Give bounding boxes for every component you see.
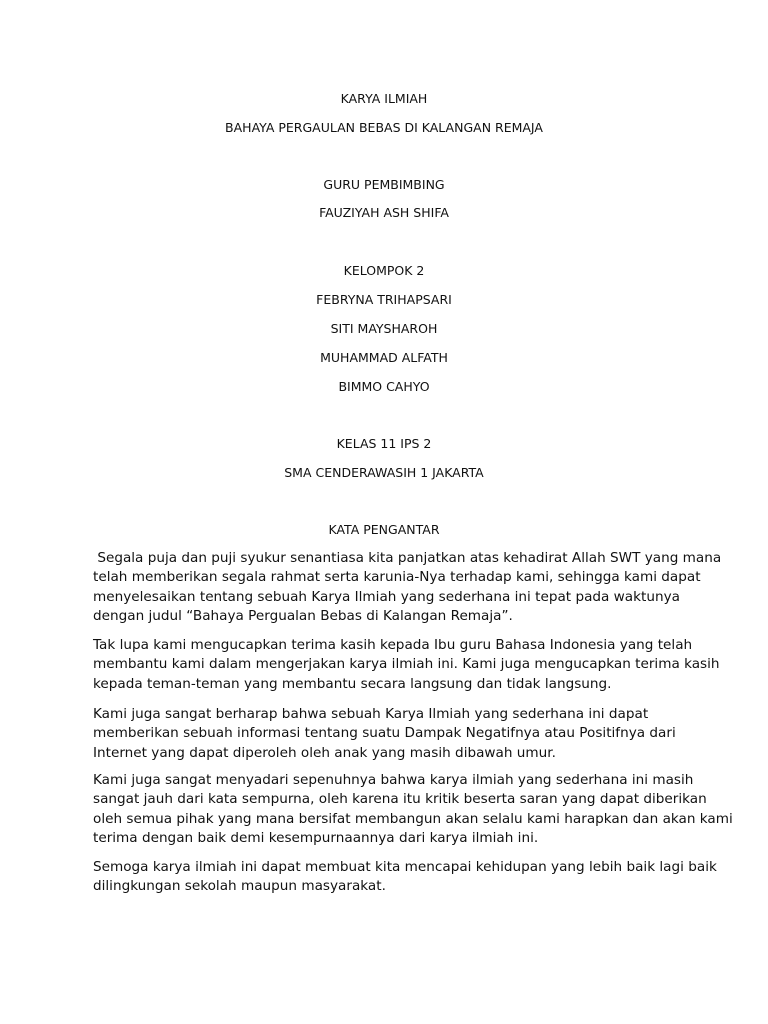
school-name: SMA CENDERAWASIH 1 JAKARTA xyxy=(284,465,484,480)
group-member: BIMMO CAHYO xyxy=(338,379,430,394)
paragraph-line: memberikan sebuah informasi tentang suatu Dampak Negatifnya atau Positifnya dari xyxy=(93,725,676,742)
paragraph-line: oleh semua pihak yang mana bersifat membangun akan selalu kami harapkan dan akan kami xyxy=(93,810,733,827)
group-member: MUHAMMAD ALFATH xyxy=(320,350,448,365)
document-subtitle: BAHAYA PERGAULAN BEBAS DI KALANGAN REMAJA xyxy=(225,120,543,135)
foreword-heading: KATA PENGANTAR xyxy=(328,522,440,537)
document-title: KARYA ILMIAH xyxy=(340,91,428,106)
advisor-name: FAUZIYAH ASH SHIFA xyxy=(319,205,449,220)
paragraph-line: membantu kami dalam mengerjakan karya ilmiah ini. Kami juga mengucapkan terima kasih xyxy=(93,656,720,673)
paragraph-line: Kami juga sangat menyadari sepenuhnya bahwa karya ilmiah yang sederhana ini masih xyxy=(93,772,694,788)
paragraph-line: Kami juga sangat berharap bahwa sebuah Karya Ilmiah yang sederhana ini dapat xyxy=(93,706,649,722)
foreword-paragraph xyxy=(93,771,733,848)
paragraph-line: Semoga karya ilmiah ini dapat membuat kita mencapai kehidupan yang lebih baik lagi baik xyxy=(93,859,717,875)
advisor-label: GURU PEMBIMBING xyxy=(323,177,445,192)
group-member: FEBRYNA TRIHAPSARI xyxy=(316,292,452,307)
paragraph-line: sangat jauh dari kata sempurna, oleh karena itu kritik beserta saran yang dapat diberikan xyxy=(93,791,707,808)
paragraph-line: terima dengan baik demi kesempurnaannya dari karya ilmiah ini. xyxy=(93,829,539,846)
paragraph-line: dengan judul “Bahaya Pergualan Bebas di Kalangan Remaja”. xyxy=(93,607,513,624)
paragraph-line: kepada teman-teman yang membantu secara langsung dan tidak langsung. xyxy=(93,675,612,692)
foreword-paragraph xyxy=(93,636,720,694)
paragraph-line: dilingkungan sekolah maupun masyarakat. xyxy=(93,878,386,895)
paragraph-line: menyelesaikan tentang sebuah Karya Ilmiah yang sederhana ini tepat pada waktunya xyxy=(93,588,680,605)
group-label: KELOMPOK 2 xyxy=(343,263,425,278)
class-name: KELAS 11 IPS 2 xyxy=(336,436,432,451)
foreword-paragraph xyxy=(93,549,722,626)
foreword-paragraph xyxy=(93,705,683,763)
paragraph-line: Tak lupa kami mengucapkan terima kasih kepada Ibu guru Bahasa Indonesia yang telah xyxy=(93,637,693,653)
foreword-paragraph xyxy=(93,858,717,897)
group-member: SITI MAYSHAROH xyxy=(330,321,438,336)
paragraph-line: Segala puja dan puji syukur senantiasa kita panjatkan atas kehadirat Allah SWT yang mana xyxy=(93,550,722,566)
paragraph-line: telah memberikan segala rahmat serta karunia-Nya terhadap kami, sehingga kami dapat xyxy=(93,569,701,586)
paragraph-line: Internet yang dapat diperoleh oleh anak yang masih dibawah umur. xyxy=(93,744,556,761)
